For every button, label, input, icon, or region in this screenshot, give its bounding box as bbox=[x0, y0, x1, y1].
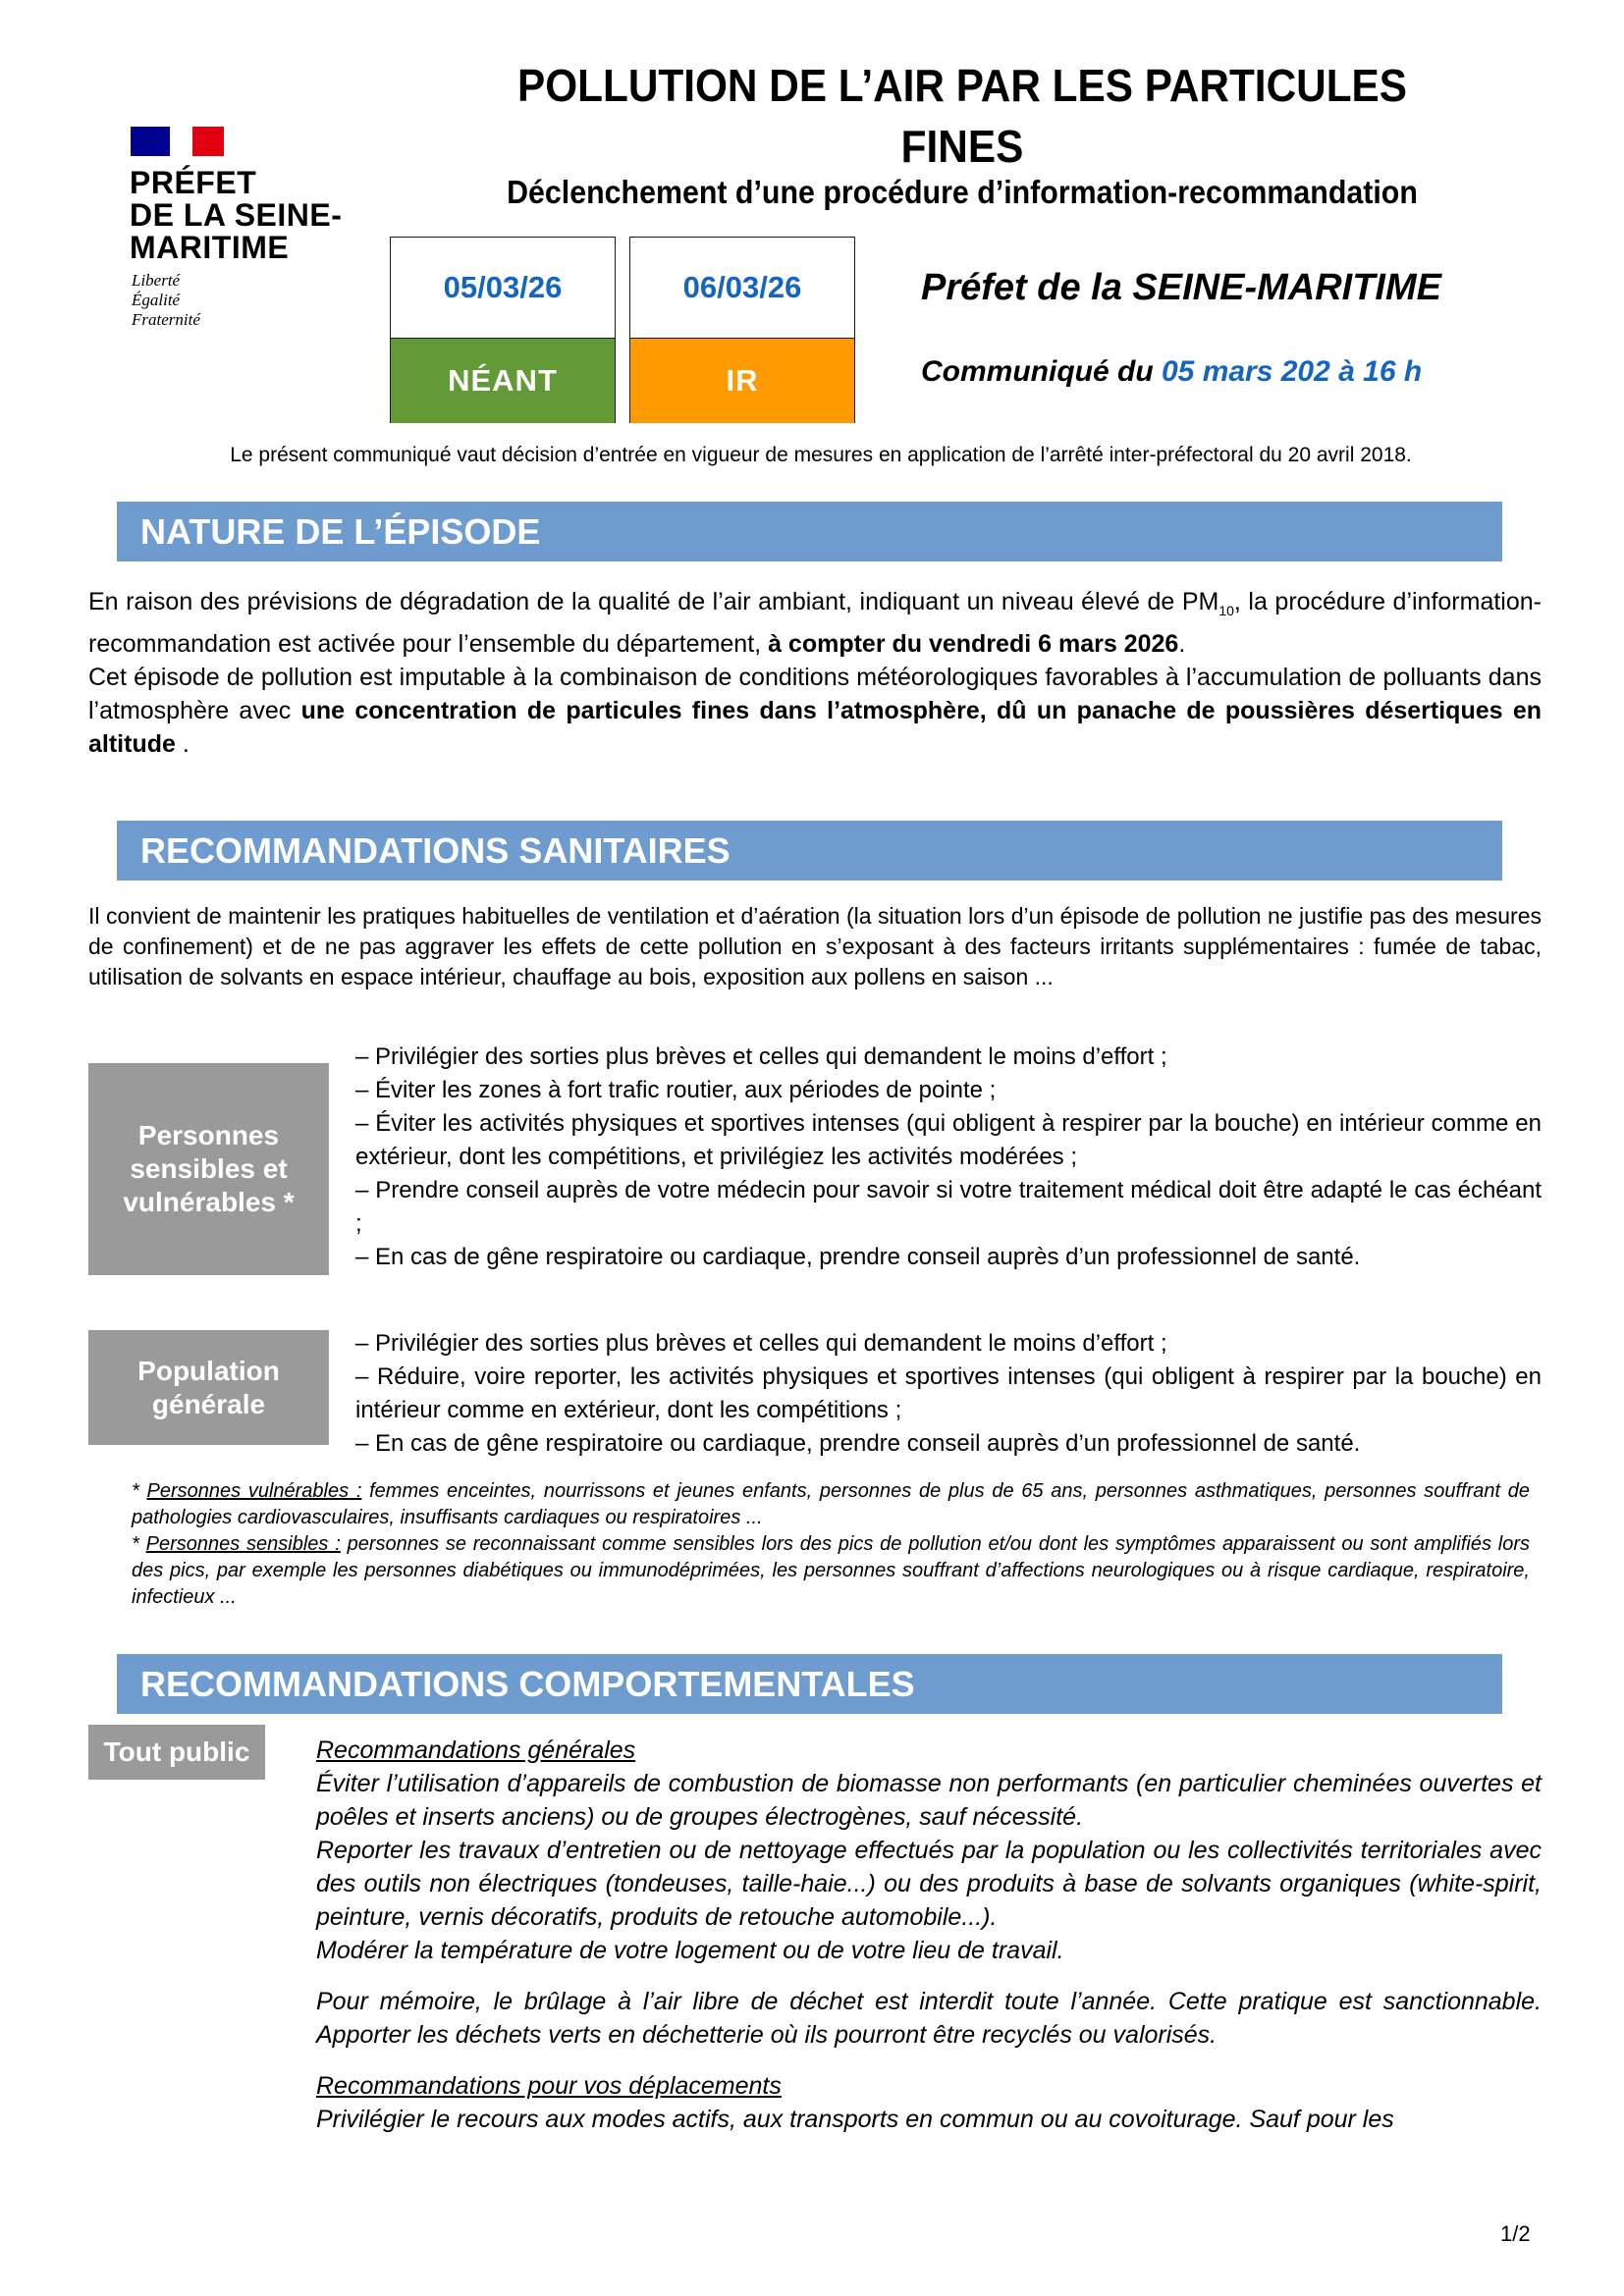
footnotes bbox=[100, 1478, 1530, 1611]
list-item: – En cas de gêne respiratoire ou cardiaque, prendre conseil auprès d’un professionnel de santé. bbox=[355, 1430, 1361, 1457]
republic-motto: Liberté Égalité Fraternité bbox=[132, 271, 200, 329]
page-number: 1/2 bbox=[1500, 2221, 1531, 2246]
group-label-sensibles: Personnes sensibles et vulnérables * bbox=[88, 1063, 329, 1275]
group-label-tout-public: Tout public bbox=[88, 1725, 265, 1780]
sanitaires-intro: Il convient de maintenir les pratiques habituelles de ventilation et d’aération (la situation lors d’un épisode de pollution ne justifie pas des mesures de confinement) et de ne pas aggraver les effets de cette pollution en s’exposant à des facteurs irritants supplémentaires : fumée de tabac, utilisation de solvants en espace intérieur, chauffage au bois, exposition aux pollens en saison ... bbox=[88, 903, 1542, 989]
section-header-nature: NATURE DE L’ÉPISODE bbox=[117, 502, 1502, 561]
footnote-sensibles: * Personnes sensibles : personnes se reconnaissant comme sensibles lors des pics de pollution et/ou dont les symptômes apparaissent ou sont amplifiés lors des pics, par exemple les personnes diabétiques ou immunodéprimées, les personnes souffrant d’affections neurologiques ou à risque cardiaque, respiratoire, infectieux ... bbox=[132, 1533, 1530, 1608]
heading-travel: Recommandations pour vos déplacements bbox=[316, 2072, 782, 2100]
prefecture-logo-name: PRÉFET DE LA SEINE- MARITIME bbox=[130, 165, 343, 265]
list-item: – Privilégier des sorties plus brèves et celles qui demandent le moins d’effort ; bbox=[355, 1043, 1167, 1070]
heading-general: Recommandations générales bbox=[316, 1736, 636, 1764]
status-date: 05/03/26 bbox=[443, 270, 563, 304]
list-item: – Prendre conseil auprès de votre médecin pour savoir si votre traitement médical doit être adapté le cas échéant ; bbox=[355, 1177, 1542, 1237]
communique-date: Communiqué du 05 mars 202 à 16 h bbox=[921, 355, 1423, 388]
status-level-badge: IR bbox=[630, 338, 854, 423]
nature-paragraph: En raison des prévisions de dégradation de la qualité de l’air ambiant, indiquant un niveau élevé de $PM_{10}$, la procédure d’information-recommandation est activée pour l’ensemble du département, à compter du vendredi 6 mars 2026. Cet épisode de pollution est imputable à la combinaison de conditions météorologiques favorables à l’accumulation de polluants dans l’atmosphère avec une concentration de particules fines dans l’atmosphère, dû un panache de poussières désertiques en altitude . bbox=[88, 588, 1543, 758]
republic-flag-icon bbox=[131, 127, 224, 156]
footnote-vulnerables: * Personnes vulnérables : femmes enceintes, nourrissons et jeunes enfants, personnes de plus de 65 ans, personnes asthmatiques, personnes souffrant de pathologies cardiovasculaires, insuffisants cardiaques ou respiratoires ... bbox=[132, 1480, 1530, 1528]
status-date: 06/03/26 bbox=[682, 270, 802, 304]
list-item: – Réduire, voire reporter, les activités physiques et sportives intenses (qui obligent à respirer par la bouche) en intérieur comme en extérieur, dont les compétitions ; bbox=[355, 1363, 1542, 1423]
list-item: – Privilégier des sorties plus brèves et celles qui demandent le moins d’effort ; bbox=[355, 1330, 1167, 1357]
issuer-prefet: Préfet de la SEINE-MARITIME bbox=[921, 267, 1441, 308]
group-label-population: Population générale bbox=[88, 1330, 329, 1445]
comportementales-text: Recommandations générales Éviter l’utilisation d’appareils de combustion de biomasse non performants (en particulier cheminées ouvertes et poêles et inserts anciens) ou de groupes électrogènes, sauf nécessité. Reporter les travaux d’entretien ou de nettoyage effectués par la population ou les collectivités territoriales avec des outils non électriques (tondeuses, taille-haie...) ou des produits à base de solvants organiques (white-spirit, peinture, vernis décoratifs, produits de retouche automobile...). Modérer la température de votre logement ou de votre lieu de travail. Pour mémoire, le brûlage à l’air libre de déchet est interdit toute l’année. Cette pratique est sanctionnable. Apporter les déchets verts en déchetterie où ils pourront être recyclés ou valorisés. Recommandations pour vos déplacements Privilégier le recours aux modes actifs, aux transports en commun ou au covoiturage. Sauf pour les bbox=[316, 1734, 1542, 2136]
list-item: – Éviter les activités physiques et sportives intenses (qui obligent à respirer par la bouche) en intérieur comme en extérieur, dont les compétitions, et privilégiez les activités modérées ; bbox=[355, 1110, 1542, 1170]
status-box-day2 bbox=[629, 237, 855, 423]
group-list-population bbox=[355, 1327, 1542, 1461]
status-level-badge: NÉANT bbox=[391, 338, 615, 423]
decision-statement: Le présent communiqué vaut décision d’entrée en vigueur de mesures en application de l’arrêté inter-préfectoral du 20 avril 2018. bbox=[230, 444, 1412, 466]
page-subtitle: Déclenchement d’une procédure d’information-recommandation bbox=[507, 174, 1418, 210]
section-header-comportementales: RECOMMANDATIONS COMPORTEMENTALES bbox=[117, 1654, 1502, 1714]
page-title: POLLUTION DE L’AIR PAR LES PARTICULES FINES bbox=[517, 60, 1407, 172]
list-item: – En cas de gêne respiratoire ou cardiaque, prendre conseil auprès d’un professionnel de santé. bbox=[355, 1244, 1361, 1270]
group-list-sensibles bbox=[355, 1041, 1542, 1274]
status-box-day1 bbox=[390, 237, 616, 423]
list-item: – Éviter les zones à fort trafic routier, aux périodes de pointe ; bbox=[355, 1077, 997, 1103]
section-header-sanitaires: RECOMMANDATIONS SANITAIRES bbox=[117, 821, 1502, 881]
